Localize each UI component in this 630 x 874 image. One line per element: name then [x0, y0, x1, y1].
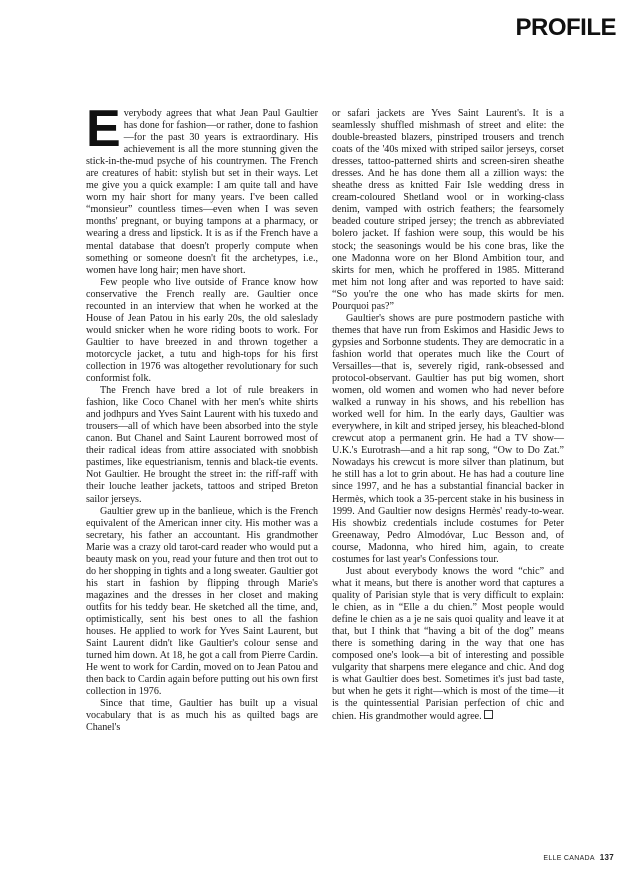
article-paragraph: [86, 100, 318, 277]
magazine-name: ELLE CANADA: [543, 855, 595, 862]
article-paragraph: Gaultier's shows are pure postmodern pastiche with themes that have run from Eskimos and Hasidic Jews to gypsies and Sorbonne students. They are democratic in a fashion world that operates much like the Court of Versailles—that is, severely rigid, rank-obsessed and protocol-observant. Gaultier has put big women, short women, old women and women who had never before walked a runway in his shows, and his rebellion has worked well for him. In the early days, Gaultier was everywhere, in kilt and striped jersey, his bleached-blond crewcut atop a permanent grin. He had a TV show—U.K.'s Eurotrash—and a hit rap song, “Ow to Do Zat.” Nowadays his crewcut is more silver than platinum, but he still has a lot to grin about. He has had a couture line since 1997, and he has a substantial financial backer in Hermès, which took a 35-percent stake in his business in 1999. And Gaultier now designs Hermès' ready-to-wear. His showbiz credentials include costumes for Peter Greenaway, Pedro Almodóvar, Luc Besson and, of course, Madonna, who hired him, again, to create costumes for last year's Confessions tour.: [332, 312, 564, 565]
page-footer: [543, 853, 614, 862]
article-paragraph: Few people who live outside of France know how conservative the French really are. Gaultier once recounted in an interview that when he worked at the House of Jean Patou in his early 20s, the old saleslady would snicker when he wore riding boots to work. For Gaultier to have breezed in and thrown together a motorcycle jacket, a tutu and high-tops for his first collection in 1976 was altogether revolutionary for such conformist folk.: [86, 276, 318, 385]
end-of-article-mark: [484, 710, 493, 719]
article-left-column: [86, 100, 318, 734]
article-paragraph: [332, 566, 564, 724]
article-paragraph: Since that time, Gaultier has built up a visual vocabulary that is as much his as quilted bags are Chanel's: [86, 698, 318, 734]
dropcap-letter: E: [86, 100, 121, 158]
paragraph-text: Just about everybody knows the word “chic” and what it means, but there is another word that captures a quality of Parisian style that is very difficult to explain: le chien, as in “Elle a du chien.” Most people would define le chien as a je ne sais quoi quality and leave it at that, but I think that “having a bit of the dog” means there is something daring in the way that one has composed one's look—a bit of interesting and possible vulgarity that sharpens mere elegance and chic. And dog is what Gaultier does best. Sometimes it's just bad taste, but when he gets it right—which is most of the time—it is the quintessential Parisian perfection of chic and chien. His grandmother would agree.: [332, 565, 564, 723]
article-paragraph: The French have bred a lot of rule breakers in fashion, like Coco Chanel with her men's white shirts and jodhpurs and Yves Saint Laurent with his tuxedo and trousers—all of which have been absorbed into the style canon. But Chanel and Saint Laurent borrowed most of their radical ideas from attire associated with snobbish pastimes, like equestrianism, tennis and black-tie events. Not Gaultier. He brought the street in: the riff-raff with their louche leather jackets, tattoos and striped Breton sailor jerseys.: [86, 385, 318, 505]
page-number: 137: [599, 853, 614, 862]
article-paragraph: or safari jackets are Yves Saint Laurent's. It is a seamlessly shuffled mishmash of street and elite: the double-breasted blazers, pinstriped trousers and trench coats of the '40s mixed with striped sailor jerseys, corset dresses, tattoo-patterned shirts and screen-siren sheathe dresses. And he has done them all a zillion ways: the sheathe dress as knitted Fair Isle wedding dress in cream-coloured Shetland wool or in working-class denim, vamped with ostrich feathers; the fearsomely beaded couture striped jersey; the trench as abbreviated bolero jacket. If fashion were soup, this would be his stock; the seasonings would be his cone bras, like the one Madonna wore on her Blond Ambition tour, and skirts for men, which he proffered in 1985. Mitterand met him not long after and was reported to have said: “So you're the one who has made skirts for men. Pourquoi pas?”: [332, 108, 564, 312]
paragraph-text: verybody agrees that what Jean Paul Gaultier has done for fashion—or rather, done to fashion—for the past 30 years is extraordinary. His achievement is all the more stunning given the stick-in-the-mud psyche of his countrymen. The French are creatures of habit: stylish but set in their ways. Let me give you a quick example: I am quite tall and have worn my hair short for many years. I've been called “monsieur” countless times—even when I was seven months' pregnant, or buying tampons at a pharmacy, or wearing a dress and lipstick. It is as if the French have a mental database that doesn't properly compute when something or someone doesn't fit the archetypes, i.e., women have long hair; men have short.: [86, 108, 318, 276]
article-right-column: [332, 108, 564, 723]
article-paragraph: Gaultier grew up in the banlieue, which is the French equivalent of the American inner city. His mother was a secretary, his father an accountant. His grandmother Marie was a crazy old tarot-card reader who would put a beauty mask on you, read your future and then trot out to do her shopping in tights and a long sweater. Gaultier got his start in fashion by flipping through Marie's magazines and the dresses in her closet and making outfits for his teddy bear. He sketched all the time, and, optimistically, sent his best ones to all the fashion houses. He applied to work for Yves Saint Laurent, but Saint Laurent didn't like Gaultier's colour sense and turned him down. At 18, he got a call from Pierre Cardin. He went to work for Cardin, moved on to Jean Patou and then back to Cardin again before putting out his own first collection in 1976.: [86, 505, 318, 698]
section-title: PROFILE: [515, 14, 616, 41]
